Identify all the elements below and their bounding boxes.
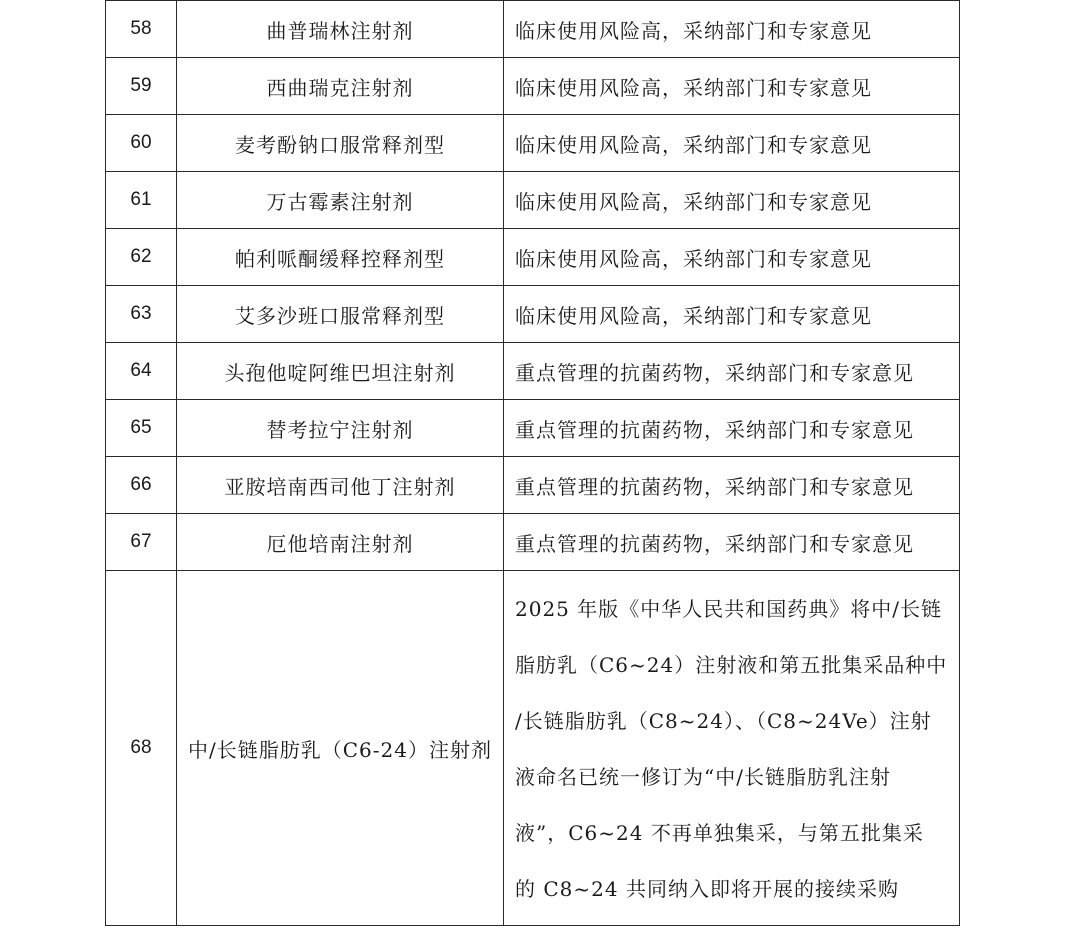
- table-row: [106, 1, 960, 58]
- exclusion-reason: 重点管理的抗菌药物，采纳部门和专家意见: [504, 400, 960, 457]
- table-row: [106, 172, 960, 229]
- drug-name: 头孢他啶阿维巴坦注射剂: [177, 343, 504, 400]
- row-number: 65: [106, 400, 177, 457]
- table-row: [106, 400, 960, 457]
- row-number: 66: [106, 457, 177, 514]
- reason-line: 液命名已统一修订为“中/长链脂肪乳注射: [515, 765, 891, 789]
- drug-name: 厄他培南注射剂: [177, 514, 504, 571]
- drug-name: 艾多沙班口服常释剂型: [177, 286, 504, 343]
- drug-name: 亚胺培南西司他丁注射剂: [177, 457, 504, 514]
- drug-name: 中/长链脂肪乳（C6-24）注射剂: [177, 571, 504, 926]
- exclusion-reason: [504, 571, 960, 926]
- table-row: [106, 58, 960, 115]
- row-number: 60: [106, 115, 177, 172]
- exclusion-reason: 临床使用风险高，采纳部门和专家意见: [504, 58, 960, 115]
- exclusion-reason: 重点管理的抗菌药物，采纳部门和专家意见: [504, 514, 960, 571]
- reason-line: /长链脂肪乳（C8~24）、（C8~24Ve）注射: [515, 709, 932, 733]
- table-row: [106, 115, 960, 172]
- table-row: [106, 343, 960, 400]
- exclusion-reason: 重点管理的抗菌药物，采纳部门和专家意见: [504, 457, 960, 514]
- reason-lines: [515, 571, 959, 925]
- reason-line: 液”，C6~24 不再单独集采，与第五批集采: [515, 821, 924, 845]
- row-number: 62: [106, 229, 177, 286]
- reason-line: 的 C8~24 共同纳入即将开展的接续采购: [515, 877, 899, 901]
- drug-name: 万古霉素注射剂: [177, 172, 504, 229]
- table-row: [106, 286, 960, 343]
- reason-line: 2025 年版《中华人民共和国药典》将中/长链: [515, 597, 942, 621]
- reason-line: 脂肪乳（C6~24）注射液和第五批集采品种中: [515, 653, 948, 677]
- drug-name: 西曲瑞克注射剂: [177, 58, 504, 115]
- drug-name: 麦考酚钠口服常释剂型: [177, 115, 504, 172]
- drug-name: 替考拉宁注射剂: [177, 400, 504, 457]
- exclusion-reason: 临床使用风险高，采纳部门和专家意见: [504, 229, 960, 286]
- table-row: [106, 514, 960, 571]
- row-number: 63: [106, 286, 177, 343]
- drug-table: [105, 0, 960, 926]
- exclusion-reason: 临床使用风险高，采纳部门和专家意见: [504, 115, 960, 172]
- row-number: 59: [106, 58, 177, 115]
- exclusion-reason: 重点管理的抗菌药物，采纳部门和专家意见: [504, 343, 960, 400]
- drug-name: 曲普瑞林注射剂: [177, 1, 504, 58]
- row-number: 61: [106, 172, 177, 229]
- row-number: 68: [106, 571, 177, 926]
- drug-name: 帕利哌酮缓释控释剂型: [177, 229, 504, 286]
- row-number: 58: [106, 1, 177, 58]
- exclusion-reason: 临床使用风险高，采纳部门和专家意见: [504, 172, 960, 229]
- table-row-last: [106, 571, 960, 926]
- row-number: 67: [106, 514, 177, 571]
- exclusion-reason: 临床使用风险高，采纳部门和专家意见: [504, 286, 960, 343]
- table-row: [106, 229, 960, 286]
- row-number: 64: [106, 343, 177, 400]
- exclusion-reason: 临床使用风险高，采纳部门和专家意见: [504, 1, 960, 58]
- table-row: [106, 457, 960, 514]
